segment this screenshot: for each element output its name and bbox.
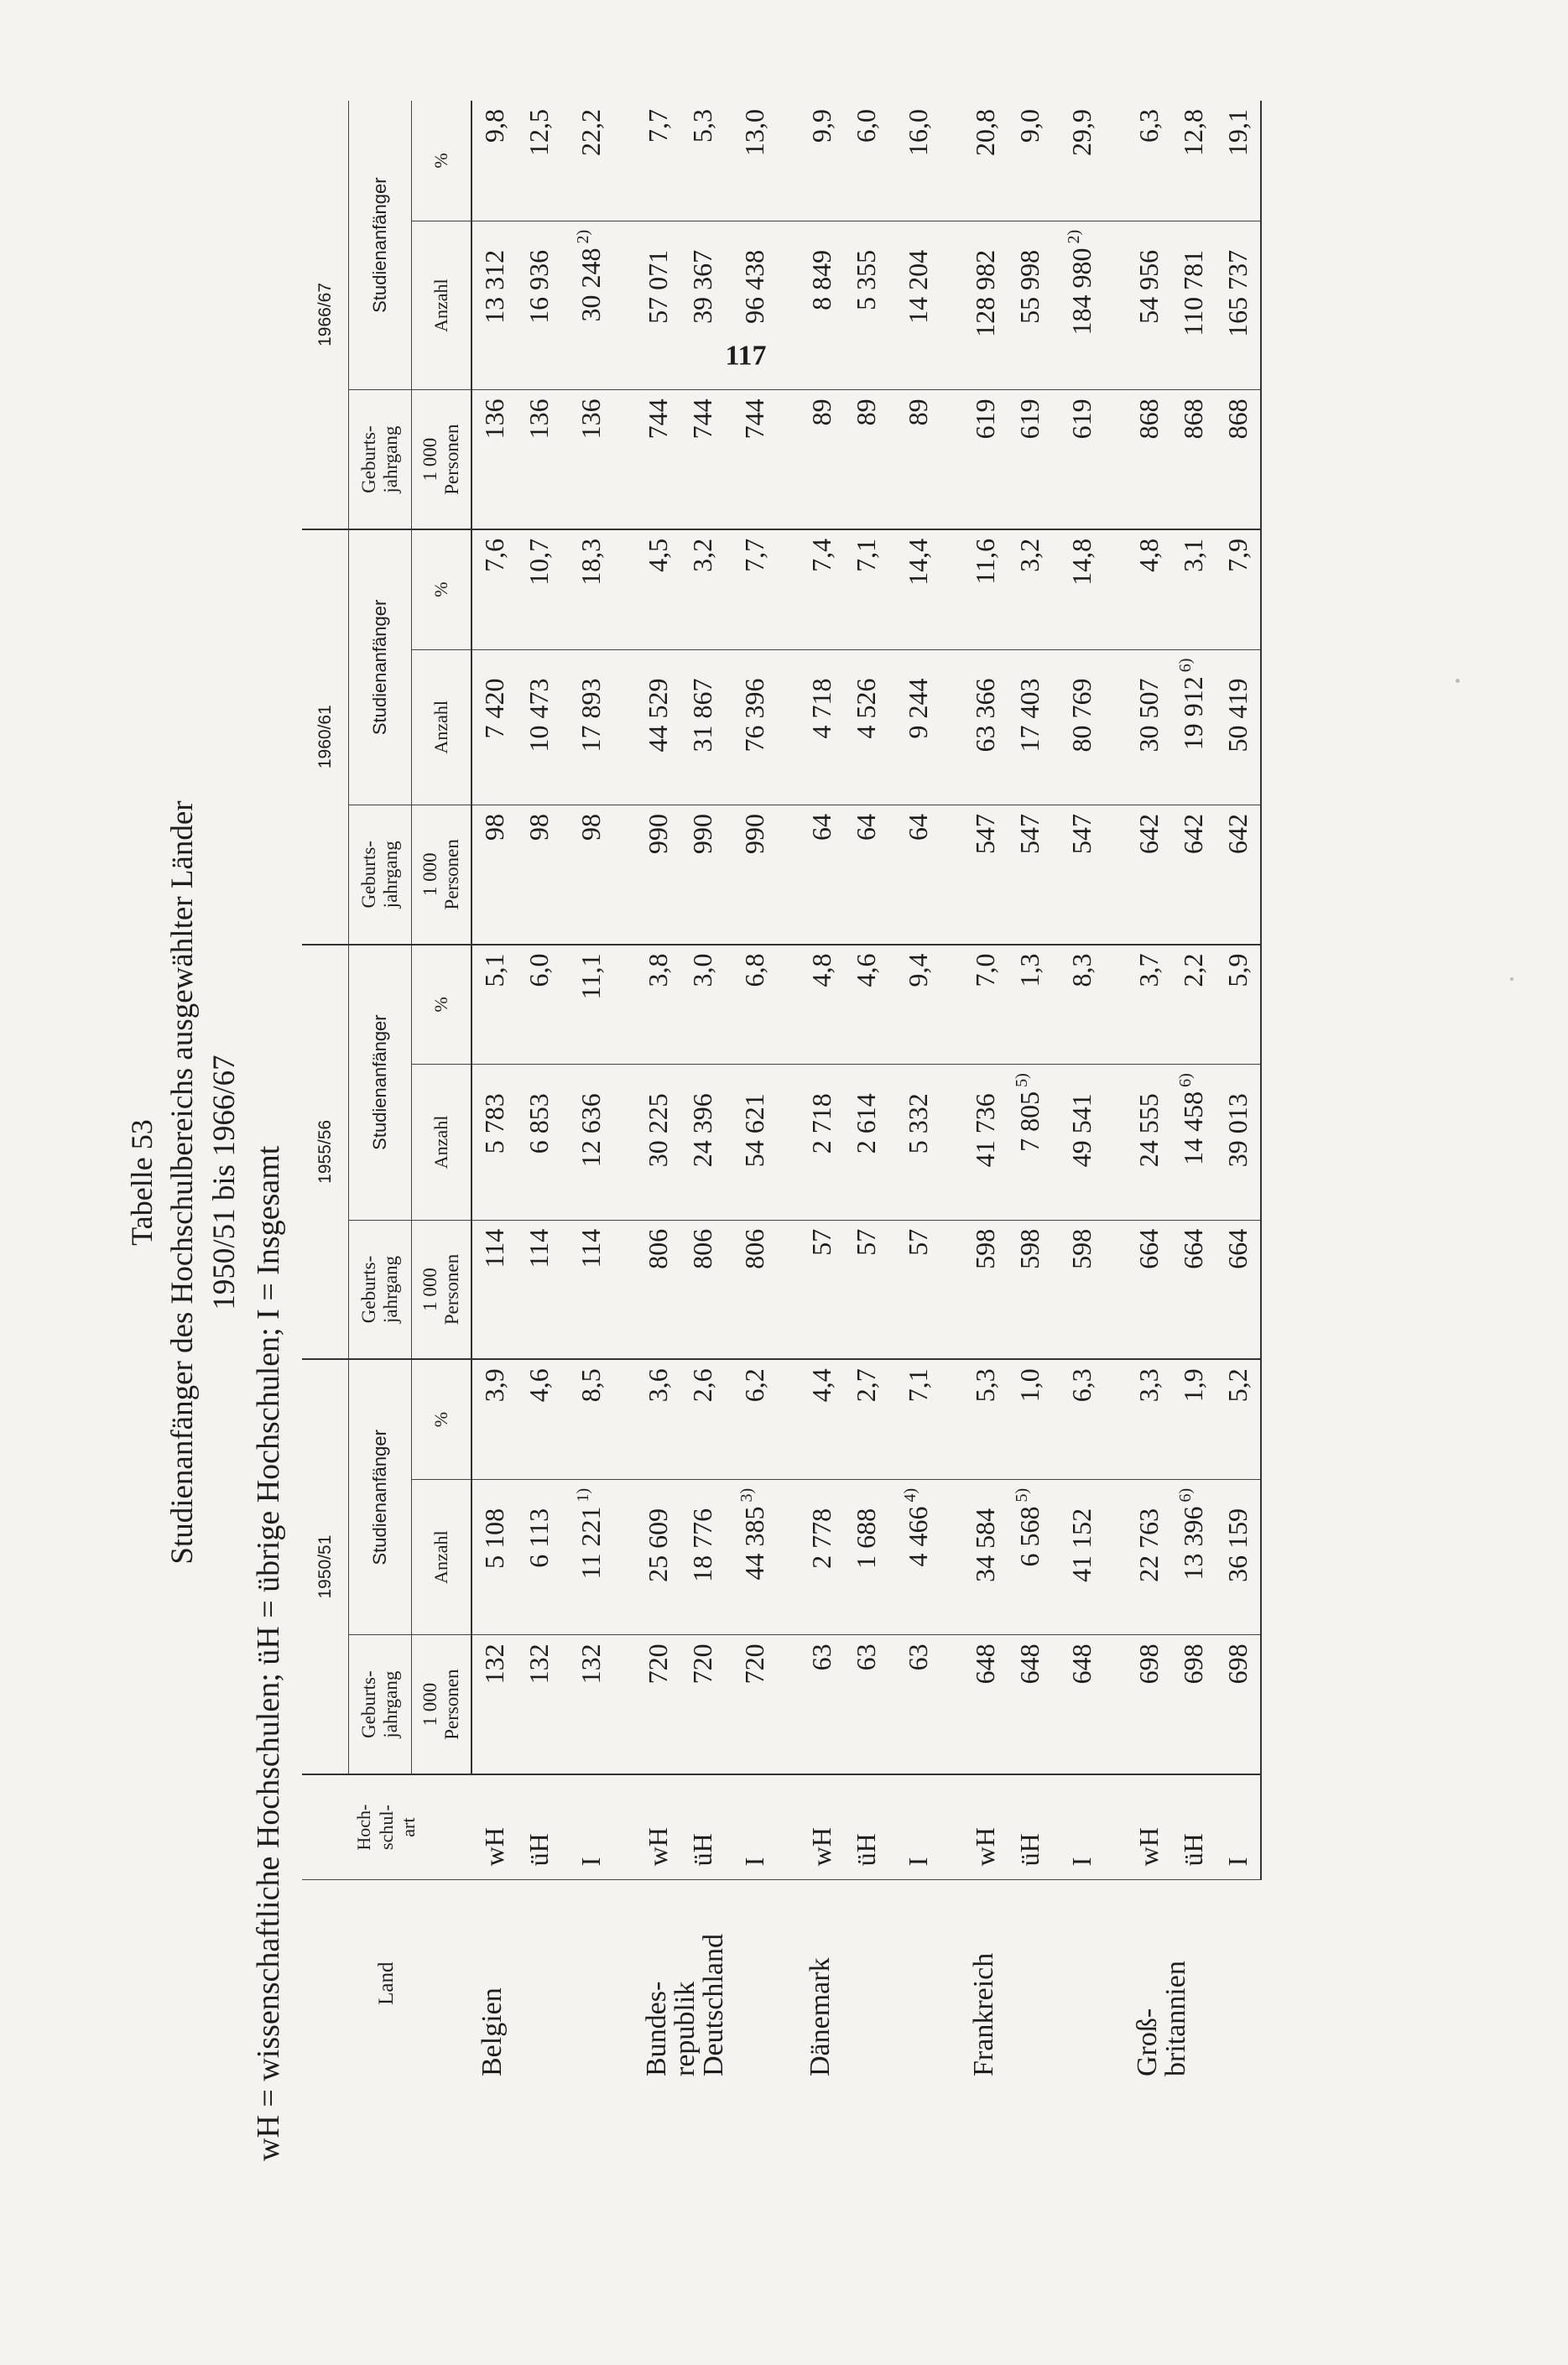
anzahl-cell: 39 013 (1216, 1065, 1261, 1220)
geburtsjahrgang-cell: 63 (888, 1635, 963, 1774)
geburtsjahrgang-cell: 642 (1171, 805, 1216, 945)
paper-speck (1510, 977, 1513, 981)
prozent-cell: 5,3 (680, 101, 725, 221)
statistics-table (302, 101, 1262, 2086)
geburtsjahrgang-cell: 598 (1052, 1220, 1127, 1359)
prozent-cell: 4,8 (1127, 529, 1171, 649)
anzahl-cell: 165 737 (1216, 221, 1261, 390)
geburtsjahrgang-cell: 720 (636, 1635, 680, 1774)
geburtsjahrgang-cell: 136 (561, 390, 636, 529)
table-row (561, 101, 636, 2086)
anzahl-cell: 25 609 (636, 1479, 680, 1634)
anzahl-cell: 80 769 (1052, 649, 1127, 805)
header-year-1966-67: 1966/67 (302, 101, 349, 529)
geburtsjahrgang-cell: 868 (1171, 390, 1216, 529)
geburtsjahrgang-cell: 547 (1008, 805, 1052, 945)
prozent-cell: 3,8 (636, 945, 680, 1065)
footnote-marker: 2) (574, 229, 592, 248)
prozent-cell: 12,5 (517, 101, 561, 221)
anzahl-cell: 4 718 (800, 649, 844, 805)
footnote-marker: 1) (574, 1487, 592, 1507)
geburtsjahrgang-cell: 990 (680, 805, 725, 945)
prozent-cell: 7,0 (963, 945, 1008, 1065)
prozent-cell: 3,9 (471, 1359, 517, 1479)
geburtsjahrgang-cell: 114 (561, 1220, 636, 1359)
table-row (636, 101, 680, 2086)
geburtsjahrgang-cell: 720 (680, 1635, 725, 1774)
table-subtitle-1: Studienanfänger des Hochschulbereichs ausgewählter Länder (165, 800, 200, 1565)
table-row (1052, 101, 1127, 2086)
anzahl-cell: 8 849 (800, 221, 844, 390)
anzahl-cell: 24 555 (1127, 1065, 1171, 1220)
geburtsjahrgang-cell: 98 (471, 805, 517, 945)
footnote-marker: 3) (737, 1487, 756, 1507)
geburtsjahrgang-cell: 744 (680, 390, 725, 529)
prozent-cell: 6,0 (517, 945, 561, 1065)
anzahl-cell: 54 621 (725, 1065, 800, 1220)
anzahl-cell: 17 403 (1008, 649, 1052, 805)
anzahl-cell: 6 113 (517, 1479, 561, 1634)
geburtsjahrgang-cell: 642 (1127, 805, 1171, 945)
geburtsjahrgang-cell: 648 (963, 1635, 1008, 1774)
table-subtitle-2: 1950/51 bis 1966/67 (207, 1055, 242, 1310)
prozent-cell: 4,4 (800, 1359, 844, 1479)
anzahl-cell: 10 473 (517, 649, 561, 805)
hochschulart-cell: üH (844, 1774, 888, 1880)
anzahl-cell: 22 763 (1127, 1479, 1171, 1634)
hochschulart-cell: wH (636, 1774, 680, 1880)
geburtsjahrgang-cell: 664 (1171, 1220, 1216, 1359)
header-1000-personen: 1 000 Personen (412, 390, 472, 529)
geburtsjahrgang-cell: 868 (1127, 390, 1171, 529)
header-studienanfaenger: Studienanfänger (349, 101, 412, 390)
geburtsjahrgang-cell: 89 (800, 390, 844, 529)
prozent-cell: 2,7 (844, 1359, 888, 1479)
anzahl-cell: 54 956 (1127, 221, 1171, 390)
table-row (471, 101, 517, 2086)
prozent-cell: 8,5 (561, 1359, 636, 1479)
anzahl-cell: 57 071 (636, 221, 680, 390)
header-year-1960-61: 1960/61 (302, 529, 349, 945)
prozent-cell: 3,7 (1127, 945, 1171, 1065)
prozent-cell: 3,1 (1171, 529, 1216, 649)
table-row (844, 101, 888, 2086)
geburtsjahrgang-cell: 63 (844, 1635, 888, 1774)
prozent-cell: 1,9 (1171, 1359, 1216, 1479)
geburtsjahrgang-cell: 648 (1052, 1635, 1127, 1774)
prozent-cell: 29,9 (1052, 101, 1127, 221)
header-1000-personen: 1 000 Personen (412, 805, 472, 945)
table-row (963, 101, 1008, 2086)
anzahl-cell: 4 526 (844, 649, 888, 805)
hochschulart-cell: I (1052, 1774, 1127, 1880)
geburtsjahrgang-cell: 648 (1008, 1635, 1052, 1774)
footnote-marker: 6) (1176, 658, 1195, 677)
hochschulart-cell: I (888, 1774, 963, 1880)
anzahl-cell: 14 458 $^{6)}$ (1171, 1065, 1216, 1220)
geburtsjahrgang-cell: 63 (800, 1635, 844, 1774)
prozent-cell: 7,6 (471, 529, 517, 649)
country-name: Dänemark (805, 1957, 836, 2076)
anzahl-cell: 18 776 (680, 1479, 725, 1634)
table-row (1008, 101, 1052, 2086)
anzahl-cell: 184 980 $^{2)}$ (1052, 221, 1127, 390)
prozent-cell: 3,3 (1127, 1359, 1171, 1479)
header-geburtsjahrgang: Geburts- jahrgang (349, 805, 412, 945)
prozent-cell: 5,9 (1216, 945, 1261, 1065)
anzahl-cell: 34 584 (963, 1479, 1008, 1634)
hochschulart-cell: wH (800, 1774, 844, 1880)
header-geburtsjahrgang: Geburts- jahrgang (349, 1220, 412, 1359)
prozent-cell: 8,3 (1052, 945, 1127, 1065)
anzahl-cell: 76 396 (725, 649, 800, 805)
anzahl-cell: 24 396 (680, 1065, 725, 1220)
anzahl-cell: 30 248 $^{2)}$ (561, 221, 636, 390)
prozent-cell: 6,0 (844, 101, 888, 221)
anzahl-cell: 6 568 $^{5)}$ (1008, 1479, 1052, 1634)
anzahl-cell: 63 366 (963, 649, 1008, 805)
anzahl-cell: 39 367 (680, 221, 725, 390)
geburtsjahrgang-cell: 744 (636, 390, 680, 529)
anzahl-cell: 17 893 (561, 649, 636, 805)
table-row (800, 101, 844, 2086)
table-row (1127, 101, 1171, 2086)
header-geburtsjahrgang: Geburts- jahrgang (349, 1635, 412, 1774)
header-year-1955-56: 1955/56 (302, 945, 349, 1360)
header-anzahl: Anzahl (412, 221, 472, 390)
geburtsjahrgang-cell: 136 (517, 390, 561, 529)
geburtsjahrgang-cell: 598 (963, 1220, 1008, 1359)
prozent-cell: 7,7 (725, 529, 800, 649)
prozent-cell: 6,2 (725, 1359, 800, 1479)
anzahl-cell: 5 332 (888, 1065, 963, 1220)
geburtsjahrgang-cell: 698 (1216, 1635, 1261, 1774)
geburtsjahrgang-cell: 664 (1216, 1220, 1261, 1359)
prozent-cell: 3,2 (1008, 529, 1052, 649)
hochschulart-cell: I (1216, 1774, 1261, 1880)
table-row (1171, 101, 1216, 2086)
geburtsjahrgang-cell: 619 (1008, 390, 1052, 529)
prozent-cell: 22,2 (561, 101, 636, 221)
geburtsjahrgang-cell: 598 (1008, 1220, 1052, 1359)
anzahl-cell: 55 998 (1008, 221, 1052, 390)
prozent-cell: 7,7 (636, 101, 680, 221)
anzahl-cell: 11 221 $^{1)}$ (561, 1479, 636, 1634)
hochschulart-cell: I (561, 1774, 636, 1880)
footnote-marker: 6) (1176, 1073, 1195, 1091)
prozent-cell: 20,8 (963, 101, 1008, 221)
geburtsjahrgang-cell: 98 (517, 805, 561, 945)
anzahl-cell: 44 385 $^{3)}$ (725, 1479, 800, 1634)
anzahl-cell: 2 718 (800, 1065, 844, 1220)
header-1000-personen: 1 000 Personen (412, 1635, 472, 1774)
country-name: Groß- britannien (1132, 1961, 1191, 2076)
hochschulart-cell: üH (517, 1774, 561, 1880)
prozent-cell: 5,3 (963, 1359, 1008, 1479)
hochschulart-cell: üH (680, 1774, 725, 1880)
hochschulart-cell: üH (1008, 1774, 1052, 1880)
prozent-cell: 1,0 (1008, 1359, 1052, 1479)
header-prozent: % (412, 945, 472, 1065)
anzahl-cell: 5 783 (471, 1065, 517, 1220)
header-land: Land (375, 1961, 398, 2005)
prozent-cell: 3,0 (680, 945, 725, 1065)
geburtsjahrgang-cell: 619 (963, 390, 1008, 529)
header-studienanfaenger: Studienanfänger (349, 529, 412, 805)
geburtsjahrgang-cell: 990 (636, 805, 680, 945)
geburtsjahrgang-cell: 132 (517, 1635, 561, 1774)
table-header (302, 101, 471, 2086)
header-anzahl: Anzahl (412, 1065, 472, 1220)
prozent-cell: 14,8 (1052, 529, 1127, 649)
table-title: Tabelle 53 (125, 1119, 159, 1246)
prozent-cell: 1,3 (1008, 945, 1052, 1065)
prozent-cell: 9,9 (800, 101, 844, 221)
geburtsjahrgang-cell: 806 (636, 1220, 680, 1359)
prozent-cell: 3,6 (636, 1359, 680, 1479)
prozent-cell: 11,1 (561, 945, 636, 1065)
geburtsjahrgang-cell: 698 (1127, 1635, 1171, 1774)
prozent-cell: 11,6 (963, 529, 1008, 649)
prozent-cell: 9,8 (471, 101, 517, 221)
geburtsjahrgang-cell: 89 (844, 390, 888, 529)
hochschulart-cell: wH (1127, 1774, 1171, 1880)
geburtsjahrgang-cell: 132 (561, 1635, 636, 1774)
geburtsjahrgang-cell: 990 (725, 805, 800, 945)
hochschulart-cell: wH (471, 1774, 517, 1880)
header-studienanfaenger: Studienanfänger (349, 945, 412, 1221)
anzahl-cell: 44 529 (636, 649, 680, 805)
geburtsjahrgang-cell: 114 (517, 1220, 561, 1359)
prozent-cell: 6,3 (1127, 101, 1171, 221)
anzahl-cell: 14 204 (888, 221, 963, 390)
country-name: Frankreich (968, 1952, 999, 2076)
table-row (680, 101, 725, 2086)
anzahl-cell: 19 912 $^{6)}$ (1171, 649, 1216, 805)
anzahl-cell: 96 438 (725, 221, 800, 390)
anzahl-cell: 30 225 (636, 1065, 680, 1220)
header-prozent: % (412, 529, 472, 649)
anzahl-cell: 12 636 (561, 1065, 636, 1220)
prozent-cell: 7,9 (1216, 529, 1261, 649)
anzahl-cell: 41 152 (1052, 1479, 1127, 1634)
anzahl-cell: 1 688 (844, 1479, 888, 1634)
geburtsjahrgang-cell: 698 (1171, 1635, 1216, 1774)
anzahl-cell: 16 936 (517, 221, 561, 390)
prozent-cell: 7,4 (800, 529, 844, 649)
prozent-cell: 9,0 (1008, 101, 1052, 221)
anzahl-cell: 7 805 $^{5)}$ (1008, 1065, 1052, 1220)
header-studienanfaenger: Studienanfänger (349, 1359, 412, 1635)
anzahl-cell: 7 420 (471, 649, 517, 805)
geburtsjahrgang-cell: 664 (1127, 1220, 1171, 1359)
prozent-cell: 7,1 (888, 1359, 963, 1479)
prozent-cell: 9,4 (888, 945, 963, 1065)
table-row (725, 101, 800, 2086)
page-number: 117 (725, 340, 767, 372)
geburtsjahrgang-cell: 57 (844, 1220, 888, 1359)
prozent-cell: 4,6 (844, 945, 888, 1065)
anzahl-cell: 13 396 $^{6)}$ (1171, 1479, 1216, 1634)
anzahl-cell: 30 507 (1127, 649, 1171, 805)
header-prozent: % (412, 101, 472, 221)
prozent-cell: 19,1 (1216, 101, 1261, 221)
prozent-cell: 2,6 (680, 1359, 725, 1479)
hochschulart-cell: üH (1171, 1774, 1216, 1880)
header-prozent: % (412, 1359, 472, 1479)
geburtsjahrgang-cell: 744 (725, 390, 800, 529)
hochschulart-cell: I (725, 1774, 800, 1880)
anzahl-cell: 128 982 (963, 221, 1008, 390)
country-name: Belgien (477, 1987, 508, 2076)
geburtsjahrgang-cell: 720 (725, 1635, 800, 1774)
table-body (471, 101, 1261, 2086)
prozent-cell: 4,8 (800, 945, 844, 1065)
anzahl-cell: 5 108 (471, 1479, 517, 1634)
prozent-cell: 7,1 (844, 529, 888, 649)
prozent-cell: 5,1 (471, 945, 517, 1065)
prozent-cell: 3,2 (680, 529, 725, 649)
prozent-cell: 6,3 (1052, 1359, 1127, 1479)
hochschulart-cell: wH (963, 1774, 1008, 1880)
anzahl-cell: 9 244 (888, 649, 963, 805)
header-hochschulart: Hoch- schul- art (302, 1774, 471, 1880)
anzahl-cell: 41 736 (963, 1065, 1008, 1220)
table-row (888, 101, 963, 2086)
geburtsjahrgang-cell: 57 (888, 1220, 963, 1359)
header-geburtsjahrgang: Geburts- jahrgang (349, 390, 412, 529)
header-anzahl: Anzahl (412, 649, 472, 805)
anzahl-cell: 13 312 (471, 221, 517, 390)
footnote-marker: 2) (1065, 229, 1083, 248)
geburtsjahrgang-cell: 806 (680, 1220, 725, 1359)
table-row (1216, 101, 1261, 2086)
geburtsjahrgang-cell: 642 (1216, 805, 1261, 945)
prozent-cell: 12,8 (1171, 101, 1216, 221)
geburtsjahrgang-cell: 89 (888, 390, 963, 529)
geburtsjahrgang-cell: 64 (844, 805, 888, 945)
anzahl-cell: 36 159 (1216, 1479, 1261, 1634)
paper-speck (1456, 679, 1460, 683)
geburtsjahrgang-cell: 114 (471, 1220, 517, 1359)
anzahl-cell: 50 419 (1216, 649, 1261, 805)
footnote-marker: 6) (1176, 1487, 1195, 1507)
prozent-cell: 18,3 (561, 529, 636, 649)
geburtsjahrgang-cell: 547 (1052, 805, 1127, 945)
prozent-cell: 5,2 (1216, 1359, 1261, 1479)
geburtsjahrgang-cell: 64 (888, 805, 963, 945)
footnote-marker: 4) (901, 1487, 919, 1507)
geburtsjahrgang-cell: 98 (561, 805, 636, 945)
table-row (517, 101, 561, 2086)
prozent-cell: 4,6 (517, 1359, 561, 1479)
geburtsjahrgang-cell: 64 (800, 805, 844, 945)
country-name: Bundes- republik Deutschland (641, 1934, 729, 2076)
geburtsjahrgang-cell: 547 (963, 805, 1008, 945)
prozent-cell: 2,2 (1171, 945, 1216, 1065)
prozent-cell: 10,7 (517, 529, 561, 649)
prozent-cell: 16,0 (888, 101, 963, 221)
header-anzahl: Anzahl (412, 1479, 472, 1634)
footnote-marker: 5) (1013, 1487, 1031, 1507)
footnote-marker: 5) (1013, 1073, 1031, 1091)
geburtsjahrgang-cell: 132 (471, 1635, 517, 1774)
header-year-1950-51: 1950/51 (302, 1359, 349, 1774)
header-1000-personen: 1 000 Personen (412, 1220, 472, 1359)
anzahl-cell: 6 853 (517, 1065, 561, 1220)
anzahl-cell: 5 355 (844, 221, 888, 390)
geburtsjahrgang-cell: 619 (1052, 390, 1127, 529)
anzahl-cell: 49 541 (1052, 1065, 1127, 1220)
prozent-cell: 14,4 (888, 529, 963, 649)
geburtsjahrgang-cell: 868 (1216, 390, 1261, 529)
anzahl-cell: 2 778 (800, 1479, 844, 1634)
prozent-cell: 4,5 (636, 529, 680, 649)
geburtsjahrgang-cell: 57 (800, 1220, 844, 1359)
anzahl-cell: 4 466 $^{4)}$ (888, 1479, 963, 1634)
anzahl-cell: 2 614 (844, 1065, 888, 1220)
anzahl-cell: 110 781 (1171, 221, 1216, 390)
anzahl-cell: 31 867 (680, 649, 725, 805)
prozent-cell: 6,8 (725, 945, 800, 1065)
geburtsjahrgang-cell: 136 (471, 390, 517, 529)
prozent-cell: 13,0 (725, 101, 800, 221)
abbreviation-legend: wH = wissenschaftliche Hochschulen; üH = übrige Hochschulen; I = Insgesamt (251, 1145, 286, 2161)
geburtsjahrgang-cell: 806 (725, 1220, 800, 1359)
